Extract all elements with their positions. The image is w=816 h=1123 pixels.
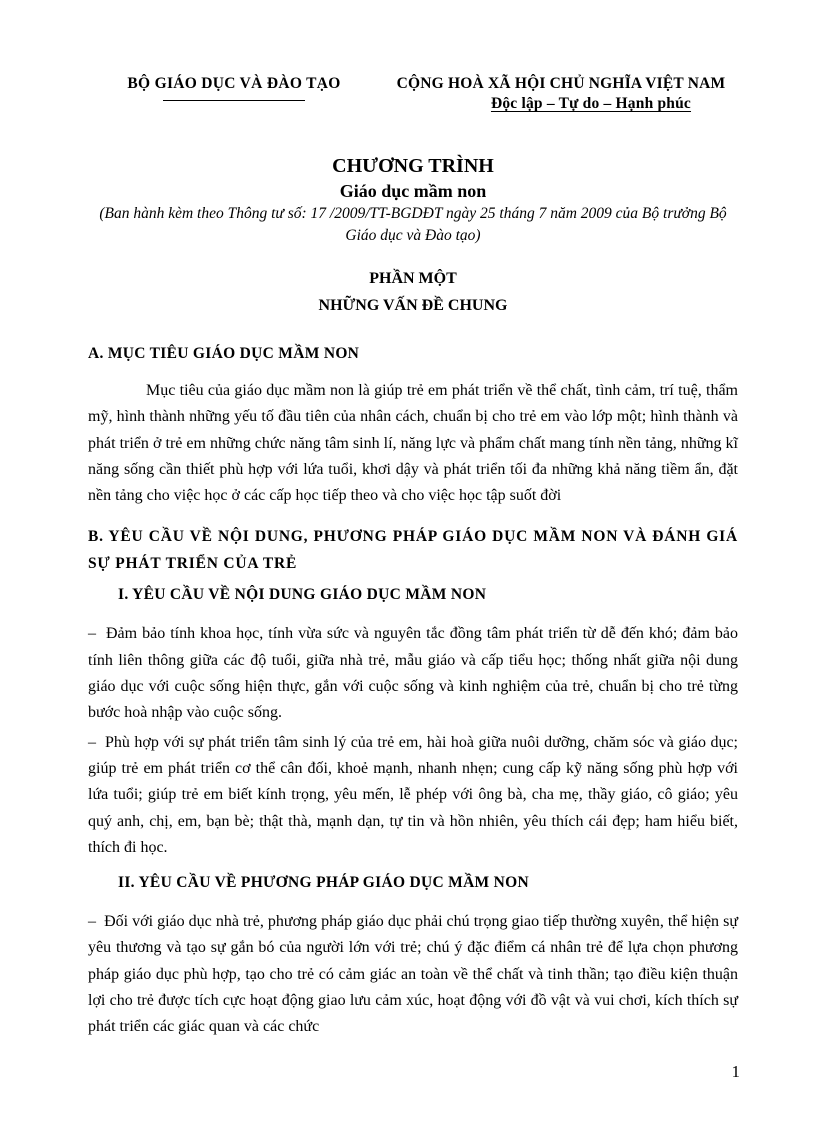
section-b1-item: – Đảm bảo tính khoa học, tính vừa sức và nguyên tắc đồng tâm phát triển từ dễ đến khó; đảm bảo tính liên thông giữa các độ tuổi, giữa nhà trẻ, mẫu giáo và cấp tiểu học; thống nhất giữa nội dung giáo dục với cuộc sống hiện thực, gắn với cuộc sống và kinh nghiệm của trẻ, chuẩn bị cho trẻ từng bước hoà nhập vào cuộc sống. xyxy=(88,621,738,726)
document-subtitle: Giáo dục mầm non xyxy=(339,181,487,201)
national-motto: Độc lập – Tự do – Hạnh phúc xyxy=(490,95,692,112)
ministry-underline xyxy=(163,100,305,101)
section-b-heading: B. YÊU CẦU VỀ NỘI DUNG, PHƯƠNG PHÁP GIÁO DỤC MẦM NON VÀ ĐÁNH GIÁ SỰ PHÁT TRIỂN CỦA TRẺ xyxy=(88,528,738,573)
part-label: PHẦN MỘT xyxy=(369,270,457,287)
ministry-header xyxy=(100,75,368,101)
part-title: NHỮNG VẤN ĐỀ CHUNG xyxy=(318,297,508,314)
issuance-note: (Ban hành kèm theo Thông tư số: 17 /2009/TT-BGDĐT ngày 25 tháng 7 năm 2009 của Bộ trưởng Bộ Giáo dục và Đào tạo) xyxy=(99,205,727,244)
document-title-block xyxy=(88,153,738,247)
document-title: CHƯƠNG TRÌNH xyxy=(332,155,494,177)
section-b1-heading: I. YÊU CẦU VỀ NỘI DUNG GIÁO DỤC MẦM NON xyxy=(118,586,487,604)
section-b1-item: – Phù hợp với sự phát triển tâm sinh lý của trẻ em, hài hoà giữa nuôi dưỡng, chăm sóc và giáo dục; giúp trẻ em phát triển cơ thể cân đối, khoẻ mạnh, nhanh nhẹn; cung cấp kỹ năng sống phù hợp với lứa tuổi; giúp trẻ em biết kính trọng, yêu mến, lễ phép với ông bà, cha mẹ, thầy giáo, cô giáo; yêu quý anh, chị, em, bạn bè; thật thà, mạnh dạn, tự tin và hồn nhiên, yêu thích cái đẹp; ham hiểu biết, thích đi học. xyxy=(88,730,738,861)
section-a-heading: A. MỤC TIÊU GIÁO DỤC MẦM NON xyxy=(88,345,360,362)
page-number: 1 xyxy=(731,1062,740,1081)
section-a-paragraph: Mục tiêu của giáo dục mầm non là giúp trẻ em phát triển về thể chất, tình cảm, trí tuệ, thẩm mỹ, hình thành những yếu tố đầu tiên của nhân cách, chuẩn bị cho trẻ em vào lớp một; hình thành và phát triển ở trẻ em những chức năng tâm sinh lí, năng lực và phẩm chất mang tính nền tảng, những kĩ năng sống cần thiết phù hợp với lứa tuổi, khơi dậy và phát triển tối đa những khả năng tiềm ẩn, đặt nền tảng cho việc học ở các cấp học tiếp theo và cho việc học tập suốt đời xyxy=(88,382,738,505)
republic-name: CỘNG HOÀ XÃ HỘI CHỦ NGHĨA VIỆT NAM xyxy=(396,75,726,92)
part-heading-block xyxy=(88,265,738,319)
republic-header xyxy=(376,75,746,113)
section-b2-heading: II. YÊU CẦU VỀ PHƯƠNG PHÁP GIÁO DỤC MẦM NON xyxy=(118,874,530,892)
document-body xyxy=(88,342,738,1041)
ministry-name: BỘ GIÁO DỤC VÀ ĐÀO TẠO xyxy=(127,75,341,92)
section-b2-item: – Đối với giáo dục nhà trẻ, phương pháp giáo dục phải chú trọng giao tiếp thường xuyên, thể hiện sự yêu thương và tạo sự gắn bó của người lớn với trẻ; chú ý đặc điểm cá nhân trẻ để lựa chọn phương pháp giáo dục phù hợp, tạo cho trẻ có cảm giác an toàn về thể chất và tinh thần; tạo điều kiện thuận lợi cho trẻ được tích cực hoạt động giao lưu cảm xúc, hoạt động với đồ vật và vui chơi, kích thích sự phát triển các giác quan và các chức xyxy=(88,909,738,1040)
